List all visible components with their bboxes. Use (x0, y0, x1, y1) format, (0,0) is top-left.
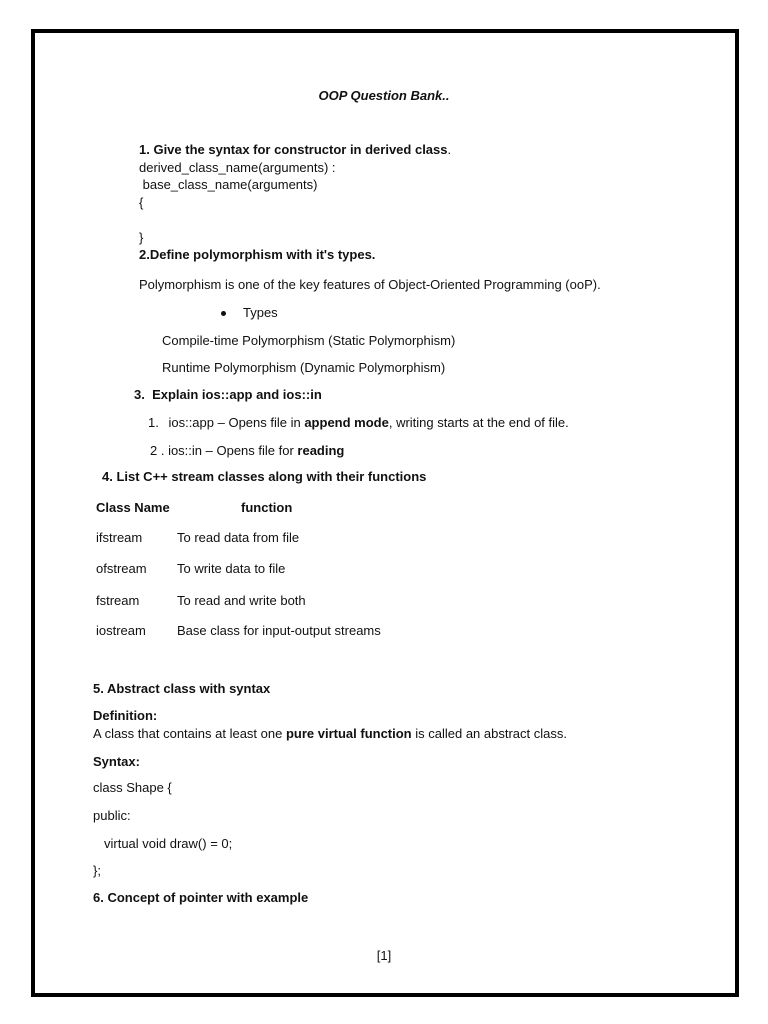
table-header-class-name: Class Name (96, 500, 170, 515)
q1-heading-period: . (447, 142, 452, 157)
q2-heading: 2.Define polymorphism with it's types. (139, 247, 376, 262)
q3-item-1-text: ios::app – Opens file in append mode, writing starts at the end of file. (168, 415, 569, 430)
q1-code-line-2: base_class_name(arguments) (139, 177, 318, 192)
append-mode-text: append mode (304, 415, 389, 430)
q1-code-line-4: } (139, 230, 144, 245)
q5-definition-label: Definition: (93, 708, 158, 723)
pure-virtual-function-text: pure virtual function (285, 726, 412, 741)
page-number: [1] (376, 948, 392, 963)
q5-syntax-label: Syntax: (93, 754, 140, 769)
table-row-name: fstream (96, 593, 140, 608)
reading-text: reading (297, 443, 345, 458)
table-row-function: Base class for input-output streams (177, 623, 381, 638)
table-row-name: ofstream (96, 561, 147, 576)
q1-code-line-3: { (139, 195, 144, 210)
q5-code-line-3: virtual void draw() = 0; (104, 836, 233, 851)
table-row-function: To read and write both (177, 593, 306, 608)
q2-type-runtime: Runtime Polymorphism (Dynamic Polymorphism) (162, 360, 446, 375)
table-row-name: ifstream (96, 530, 143, 545)
q1-heading (139, 142, 451, 158)
document-title: OOP Question Bank.. (318, 88, 450, 103)
q6-heading: 6. Concept of pointer with example (93, 890, 309, 905)
table-row-name: iostream (96, 623, 146, 638)
q2-type-compile-time: Compile-time Polymorphism (Static Polymorphism) (162, 333, 456, 348)
q1-code-line-1: derived_class_name(arguments) : (139, 160, 336, 175)
table-row-function: To read data from file (177, 530, 300, 545)
table-header-function: function (241, 500, 293, 515)
bullet-icon (221, 311, 226, 316)
q2-types-label: Types (243, 305, 278, 320)
table-row-function: To write data to file (177, 561, 286, 576)
q5-code-line-2: public: (93, 808, 131, 823)
q2-definition: Polymorphism is one of the key features of Object-Oriented Programming (ooP). (139, 277, 601, 292)
q3-item-1 (148, 415, 569, 431)
q5-heading: 5. Abstract class with syntax (93, 681, 271, 696)
q5-code-line-4: }; (93, 863, 101, 878)
q5-code-line-1: class Shape { (93, 780, 172, 795)
q4-heading: 4. List C++ stream classes along with their functions (102, 469, 427, 484)
q3-item-1-number: 1. (148, 415, 159, 430)
q3-heading: 3. Explain ios::app and ios::in (134, 387, 322, 402)
q1-heading-text: 1. Give the syntax for constructor in derived class (139, 142, 448, 157)
q5-definition: A class that contains at least one pure virtual function is called an abstract class. (93, 726, 567, 741)
q3-item-2: 2 . ios::in – Opens file for reading (150, 443, 345, 458)
